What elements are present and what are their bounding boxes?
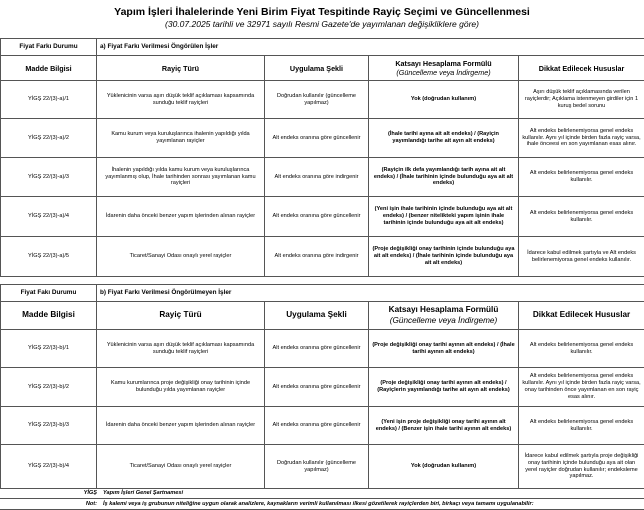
header-katsayi: Katsayı Hesaplama Formülü (Güncelleme veya İndirgeme) <box>369 302 519 330</box>
cell-madde: YİGŞ 22/(3)-a)/3 <box>1 158 97 197</box>
cell-rayic: Yüklenicinin varsa aşırı düşük teklif açıklaması kapsamında sunduğu teklif rayiçleri <box>97 330 265 368</box>
header-madde: Madde Bilgisi <box>1 56 97 81</box>
cell-katsayi: (Proje değişikliği onay tarihi ayının alt endeks) / (İhale tarihi ayının alt endeks) <box>369 330 519 368</box>
cell-dikkat: Alt endeks belirlenemiyorsa genel endeks kullanılır. Aynı yıl içinde birden fazla rayiç varsa, onay tarihinden önce yayımlanan en son rayiç esas alınır. <box>519 368 644 407</box>
page-title: Yapım İşleri İhalelerinde Yeni Birim Fiyat Tespitinde Rayiç Seçimi ve Güncellenmesi <box>114 6 530 18</box>
table-row <box>1 330 644 368</box>
section-a-status-label: Fiyat Farkı Durumu <box>1 39 97 56</box>
header-uygulama: Uygulama Şekli <box>265 302 369 330</box>
cell-madde: YİGŞ 22/(3)-b)/4 <box>1 445 97 489</box>
cell-rayic: İdarenin daha önceki benzer yapım işlerinden alınan rayiçler <box>97 407 265 445</box>
header-rayic: Rayiç Türü <box>97 302 265 330</box>
footer-note-key: Not: <box>0 498 100 509</box>
cell-uygulama: Alt endeks oranına göre güncellenir <box>265 368 369 407</box>
table-row <box>1 81 644 119</box>
cell-dikkat: Alt endeks belirlenemiyorsa genel endeks kullanılır. <box>519 158 644 197</box>
header-rayic: Rayiç Türü <box>97 56 265 81</box>
table-row <box>1 237 644 277</box>
section-a-header-row <box>1 56 644 81</box>
table-row <box>1 119 644 158</box>
cell-dikkat: İdarece kabul edilmek şartıyla proje değişikliği onay tarihinin içinde bulunduğu aya ait olan yerel rayiçler doğrudan kullanılır; endeksleme yapılmaz. <box>519 445 644 489</box>
cell-katsayi: (Rayiçin ilk defa yayımlandığı tarih ayına ait alt endeks) / (İhale tarihinin içinde bulunduğu aya ait alt endeks) <box>369 158 519 197</box>
cell-dikkat: Alt endeks belirlenemiyorsa genel endeks kullanılır. <box>519 330 644 368</box>
cell-katsayi: (Yeni işin proje değişikliği onay tarihi ayının alt endeks) / (Benzer işin ihale tarihi ayının alt endeks) <box>369 407 519 445</box>
table-row <box>1 197 644 237</box>
cell-katsayi: Yok (doğrudan kullanım) <box>369 445 519 489</box>
header-uygulama: Uygulama Şekli <box>265 56 369 81</box>
section-b-header-row <box>1 302 644 330</box>
header-dikkat: Dikkat Edilecek Hususlar <box>519 56 644 81</box>
footer-note-value: İş kalemi veya iş grubunun niteliğine uygun olarak analizlere, kaynakların verimli kullanılması ilkesi gözetilerek rayiçlerden biri, birkaçı veya tamamı uygulanabilir: <box>100 498 644 509</box>
cell-madde: YİGŞ 22/(3)-a)/4 <box>1 197 97 237</box>
footer-notes <box>0 488 644 510</box>
footer-yigs-key: YİGŞ <box>0 488 100 498</box>
cell-uygulama: Doğrudan kullanılır (güncelleme yapılmaz) <box>265 445 369 489</box>
header-katsayi: Katsayı Hesaplama Formülü (Güncelleme veya İndirgeme) <box>369 56 519 81</box>
cell-uygulama: Alt endeks oranına göre güncellenir <box>265 330 369 368</box>
cell-katsayi: (İhale tarihi ayına ait alt endeks) / (Rayiçin yayımlandığı tarihe ait ayın alt endeks) <box>369 119 519 158</box>
cell-katsayi: (Yeni işin ihale tarihinin içinde bulunduğu aya ait alt endeks) / (benzer nitelikteki yapım işinin ihale tarihinin içinde bulunduğu aya ait alt endeks) <box>369 197 519 237</box>
cell-rayic: İhalenin yapıldığı yılda kamu kurum veya kuruluşlarınca yayımlanmış olup, İhale tarihinden sonrası yayımlanan kamu rayiçleri <box>97 158 265 197</box>
cell-uygulama: Alt endeks oranına göre indirgenir <box>265 158 369 197</box>
section-a-table <box>0 38 644 277</box>
cell-katsayi: (Proje değişikliği onay tarihi ayının alt endeks) / (Rayiçlerin yayımlandığı tarihe ait ayın alt endeks) <box>369 368 519 407</box>
cell-dikkat: İdarece kabul edilmek şartıyla ve Alt endeks belirlenemiyorsa genel endeks kullanılır. <box>519 237 644 277</box>
cell-rayic: Kamu kurumlarınca proje değişikliği onay tarihinin içinde bulunduğu yılda yayımlanan rayiçler <box>97 368 265 407</box>
table-row <box>1 368 644 407</box>
cell-rayic: Yüklenicinin varsa aşırı düşük teklif açıklaması kapsamında sunduğu teklif rayiçleri <box>97 81 265 119</box>
header-madde: Madde Bilgisi <box>1 302 97 330</box>
cell-madde: YİGŞ 22/(3)-b)/2 <box>1 368 97 407</box>
cell-uygulama: Alt endeks oranına göre güncellenir <box>265 407 369 445</box>
cell-madde: YİGŞ 22/(3)-a)/2 <box>1 119 97 158</box>
cell-rayic: Kamu kurum veya kuruluşlarınca ihalenin yapıldığı yılda yayımlanan rayiçler <box>97 119 265 158</box>
cell-uygulama: Alt endeks oranına göre güncellenir <box>265 119 369 158</box>
section-b-heading: b) Fiyat Farkı Verilmesi Öngörülmeyen İşler <box>97 285 644 302</box>
cell-madde: YİGŞ 22/(3)-b)/3 <box>1 407 97 445</box>
cell-rayic: İdarenin daha önceki benzer yapım işlerinden alınan rayiçler <box>97 197 265 237</box>
cell-rayic: Ticaret/Sanayi Odası onaylı yerel rayiçler <box>97 445 265 489</box>
footer-yigs-value: Yapım İşleri Genel Şartnamesi <box>100 488 644 498</box>
header-dikkat: Dikkat Edilecek Hususlar <box>519 302 644 330</box>
cell-uygulama: Alt endeks oranına göre güncellenir <box>265 197 369 237</box>
cell-dikkat: Aşırı düşük teklif açıklamasında verilen rayiçlerdir; Açıklama istenmeyen girdiler için 1 kuruş bedel sorunu <box>519 81 644 119</box>
table-row <box>1 445 644 489</box>
cell-uygulama: Doğrudan kullanılır (güncelleme yapılmaz) <box>265 81 369 119</box>
section-b-table <box>0 284 644 489</box>
cell-uygulama: Alt endeks oranına göre indirgenir <box>265 237 369 277</box>
cell-dikkat: Alt endeks belirlenemiyorsa genel endeks kullanılır. <box>519 407 644 445</box>
section-b-status-label: Fiyat Fakı Durumu <box>1 285 97 302</box>
page-subtitle: (30.07.2025 tarihli ve 32971 sayılı Resmi Gazete'de yayımlanan değişikliklere göre) <box>165 19 479 29</box>
section-a-heading: a) Fiyat Farkı Verilmesi Öngörülen İşler <box>97 39 644 56</box>
cell-katsayi: (Proje değişikliği onay tarihinin içinde bulunduğu aya ait alt endeks) / (İhale tarihinin içinde bulunduğu aya ait alt endeks) <box>369 237 519 277</box>
cell-madde: YİGŞ 22/(3)-b)/1 <box>1 330 97 368</box>
cell-dikkat: Alt endeks belirlenemiyorsa genel endeks kullanılır. Aynı yıl içinde birden fazla rayiç varsa, ihale önceesi en son yayımlanan esas alınır. <box>519 119 644 158</box>
cell-madde: YİGŞ 22/(3)-a)/1 <box>1 81 97 119</box>
cell-madde: YİGŞ 22/(3)-a)/5 <box>1 237 97 277</box>
cell-katsayi: Yok (doğrudan kullanım) <box>369 81 519 119</box>
table-row <box>1 158 644 197</box>
table-row <box>1 407 644 445</box>
cell-rayic: Ticaret/Sanayi Odası onaylı yerel rayiçler <box>97 237 265 277</box>
cell-dikkat: Alt endeks belirlenemiyorsa genel endeks kullanılır. <box>519 197 644 237</box>
